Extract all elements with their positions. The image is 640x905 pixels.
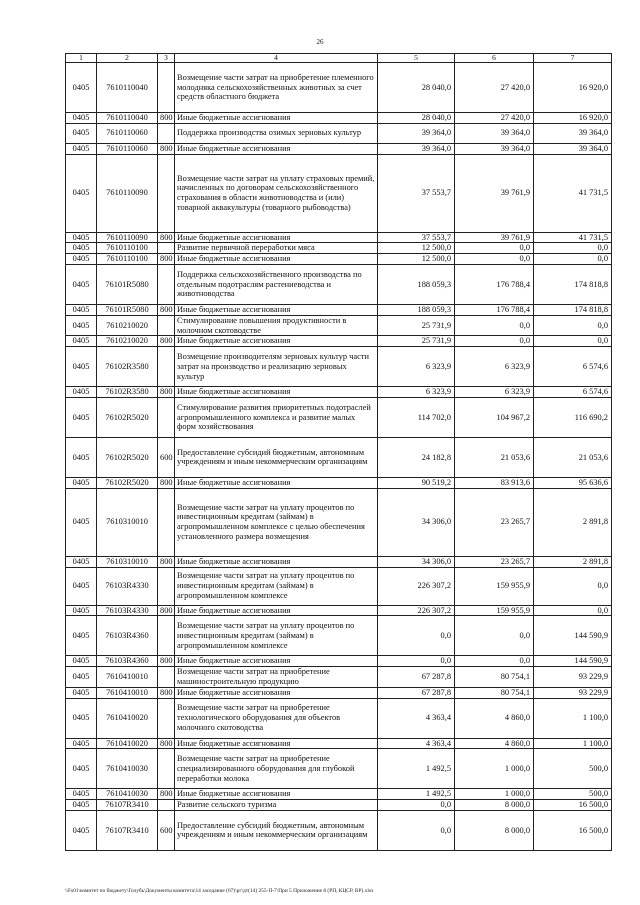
column-number: 4 [175, 54, 378, 63]
amount-year-3: 6 574,6 [534, 347, 612, 387]
table-row [66, 477, 612, 488]
target-article-code: 76102R5020 [97, 437, 158, 477]
section-code: 0405 [66, 567, 97, 605]
item-name: Иные бюджетные ассигнования [175, 113, 378, 124]
amount-year-1: 90 519,2 [378, 477, 455, 488]
expense-type-code [158, 154, 175, 232]
amount-year-1: 226 307,2 [378, 567, 455, 605]
amount-year-2: 0,0 [455, 616, 534, 656]
expense-type-code [158, 616, 175, 656]
file-path-footer: \\Fs01\комитет по бюджету\Голубь\Документы комитета\14 заседание (07)\рг\дт(14) 255-П-7\При 5 Приложение 8 (РП, КЦСР, ВР).xlsx [65, 888, 374, 894]
table-row [66, 254, 612, 265]
item-name: Возмещение части затрат на уплату процентов по инвестиционным кредитам (займам) в агропромышленном комплексе [175, 616, 378, 656]
section-code: 0405 [66, 698, 97, 738]
amount-year-2: 23 265,7 [455, 488, 534, 556]
amount-year-3: 95 636,6 [534, 477, 612, 488]
table-row [66, 304, 612, 315]
amount-year-3: 116 690,2 [534, 397, 612, 437]
target-article-code: 76101R5080 [97, 304, 158, 315]
item-name: Иные бюджетные ассигнования [175, 232, 378, 243]
amount-year-2: 0,0 [455, 336, 534, 347]
item-name: Возмещение части затрат на уплату процентов по инвестиционным кредитам (займам) в агропромышленном комплексе с целью обеспечения установленного размера возмещения [175, 488, 378, 556]
table-row [66, 556, 612, 567]
item-name: Поддержка производства озимых зерновых культур [175, 123, 378, 143]
section-code: 0405 [66, 63, 97, 113]
item-name: Предоставление субсидий бюджетным, автономным учреждениям и иным некоммерческим организациям [175, 437, 378, 477]
amount-year-2: 39 364,0 [455, 123, 534, 143]
amount-year-1: 39 364,0 [378, 123, 455, 143]
table-row [66, 698, 612, 738]
item-name: Иные бюджетные ассигнования [175, 387, 378, 398]
table-row [66, 336, 612, 347]
amount-year-3: 41 731,5 [534, 154, 612, 232]
table-row [66, 232, 612, 243]
amount-year-1: 24 182,8 [378, 437, 455, 477]
table-row [66, 687, 612, 698]
section-code: 0405 [66, 488, 97, 556]
table-row [66, 488, 612, 556]
amount-year-1: 4 363,4 [378, 698, 455, 738]
target-article-code: 7610110100 [97, 243, 158, 254]
amount-year-3: 0,0 [534, 336, 612, 347]
amount-year-2: 27 420,0 [455, 63, 534, 113]
amount-year-2: 8 000,0 [455, 800, 534, 811]
section-code: 0405 [66, 616, 97, 656]
item-name: Стимулирование повышения продуктивности в молочном скотоводстве [175, 315, 378, 336]
item-name: Возмещение производителям зерновых культур части затрат на производство и реализацию зерновых культур [175, 347, 378, 387]
expense-type-code: 600 [158, 810, 175, 850]
table-row [66, 154, 612, 232]
amount-year-1: 114 702,0 [378, 397, 455, 437]
item-name: Возмещение части затрат на приобретение племенного молодняка сельскохозяйственных животных за счет средств областного бюджета [175, 63, 378, 113]
amount-year-1: 12 500,0 [378, 254, 455, 265]
amount-year-2: 23 265,7 [455, 556, 534, 567]
amount-year-2: 0,0 [455, 243, 534, 254]
amount-year-3: 1 100,0 [534, 738, 612, 749]
amount-year-1: 1 492,5 [378, 789, 455, 800]
item-name: Поддержка сельскохозяйственного производства по отдельным подотраслям растениеводства и животноводства [175, 264, 378, 304]
section-code: 0405 [66, 264, 97, 304]
section-code: 0405 [66, 605, 97, 616]
amount-year-1: 25 731,9 [378, 336, 455, 347]
amount-year-2: 8 000,0 [455, 810, 534, 850]
section-code: 0405 [66, 789, 97, 800]
expense-type-code [158, 567, 175, 605]
amount-year-1: 1 492,5 [378, 749, 455, 789]
amount-year-2: 1 000,0 [455, 789, 534, 800]
expense-type-code: 800 [158, 232, 175, 243]
expense-type-code: 800 [158, 387, 175, 398]
amount-year-1: 28 040,0 [378, 63, 455, 113]
section-code: 0405 [66, 397, 97, 437]
amount-year-2: 6 323,9 [455, 347, 534, 387]
amount-year-3: 174 818,8 [534, 264, 612, 304]
amount-year-1: 25 731,9 [378, 315, 455, 336]
target-article-code: 76107R3410 [97, 810, 158, 850]
table-row [66, 749, 612, 789]
expense-type-code [158, 264, 175, 304]
section-code: 0405 [66, 143, 97, 154]
item-name: Иные бюджетные ассигнования [175, 656, 378, 667]
target-article-code: 7610410030 [97, 789, 158, 800]
table-row [66, 397, 612, 437]
amount-year-3: 39 364,0 [534, 143, 612, 154]
item-name: Возмещение части затрат на уплату страховых премий, начисленных по договорам сельскохозяйственного страхования в области животноводства и (или) товарной аквакультуры (товарного рыбоводства) [175, 154, 378, 232]
expense-type-code [158, 800, 175, 811]
item-name: Возмещение части затрат на приобретение специализированного оборудования для глубокой переработки молока [175, 749, 378, 789]
table-row [66, 123, 612, 143]
expense-type-code [158, 698, 175, 738]
amount-year-2: 4 860,0 [455, 698, 534, 738]
section-code: 0405 [66, 336, 97, 347]
expense-type-code: 800 [158, 738, 175, 749]
amount-year-2: 1 000,0 [455, 749, 534, 789]
amount-year-1: 226 307,2 [378, 605, 455, 616]
expense-type-code: 800 [158, 254, 175, 265]
expense-type-code: 600 [158, 437, 175, 477]
table-row [66, 567, 612, 605]
target-article-code: 76103R4360 [97, 616, 158, 656]
amount-year-3: 2 891,8 [534, 488, 612, 556]
expense-type-code [158, 488, 175, 556]
item-name: Иные бюджетные ассигнования [175, 687, 378, 698]
column-number: 3 [158, 54, 175, 63]
target-article-code: 7610410020 [97, 698, 158, 738]
budget-table [65, 53, 612, 851]
amount-year-2: 159 955,9 [455, 605, 534, 616]
amount-year-1: 39 364,0 [378, 143, 455, 154]
item-name: Иные бюджетные ассигнования [175, 477, 378, 488]
amount-year-1: 0,0 [378, 800, 455, 811]
amount-year-3: 0,0 [534, 567, 612, 605]
amount-year-3: 16 500,0 [534, 810, 612, 850]
expense-type-code: 800 [158, 789, 175, 800]
section-code: 0405 [66, 254, 97, 265]
amount-year-3: 0,0 [534, 243, 612, 254]
amount-year-3: 6 574,6 [534, 387, 612, 398]
table-row [66, 810, 612, 850]
expense-type-code [158, 63, 175, 113]
section-code: 0405 [66, 667, 97, 688]
section-code: 0405 [66, 232, 97, 243]
section-code: 0405 [66, 437, 97, 477]
amount-year-3: 16 920,0 [534, 113, 612, 124]
column-number: 1 [66, 54, 97, 63]
target-article-code: 76102R3580 [97, 347, 158, 387]
amount-year-3: 500,0 [534, 789, 612, 800]
expense-type-code [158, 123, 175, 143]
table-row [66, 437, 612, 477]
amount-year-1: 34 306,0 [378, 488, 455, 556]
amount-year-2: 39 761,9 [455, 232, 534, 243]
expense-type-code [158, 667, 175, 688]
amount-year-1: 37 553,7 [378, 154, 455, 232]
amount-year-1: 0,0 [378, 810, 455, 850]
amount-year-2: 39 761,9 [455, 154, 534, 232]
expense-type-code [158, 243, 175, 254]
item-name: Стимулирование развития приоритетных подотраслей агропромышленного комплекса и развитие малых форм хозяйствования [175, 397, 378, 437]
column-number: 2 [97, 54, 158, 63]
amount-year-2: 176 788,4 [455, 304, 534, 315]
amount-year-2: 0,0 [455, 254, 534, 265]
item-name: Иные бюджетные ассигнования [175, 304, 378, 315]
item-name: Предоставление субсидий бюджетным, автономным учреждениям и иным некоммерческим организациям [175, 810, 378, 850]
amount-year-3: 16 920,0 [534, 63, 612, 113]
table-row [66, 605, 612, 616]
item-name: Иные бюджетные ассигнования [175, 789, 378, 800]
amount-year-1: 0,0 [378, 616, 455, 656]
amount-year-1: 34 306,0 [378, 556, 455, 567]
table-row [66, 616, 612, 656]
expense-type-code [158, 397, 175, 437]
table-row [66, 387, 612, 398]
section-code: 0405 [66, 656, 97, 667]
amount-year-1: 6 323,9 [378, 387, 455, 398]
expense-type-code: 800 [158, 556, 175, 567]
table-row [66, 738, 612, 749]
target-article-code: 76103R4330 [97, 567, 158, 605]
section-code: 0405 [66, 738, 97, 749]
target-article-code: 76102R3580 [97, 387, 158, 398]
expense-type-code: 800 [158, 605, 175, 616]
item-name: Иные бюджетные ассигнования [175, 738, 378, 749]
amount-year-1: 0,0 [378, 656, 455, 667]
expense-type-code: 800 [158, 304, 175, 315]
amount-year-3: 1 100,0 [534, 698, 612, 738]
amount-year-3: 500,0 [534, 749, 612, 789]
target-article-code: 7610110060 [97, 123, 158, 143]
amount-year-2: 83 913,6 [455, 477, 534, 488]
amount-year-1: 67 287,8 [378, 687, 455, 698]
target-article-code: 76103R4360 [97, 656, 158, 667]
expense-type-code [158, 347, 175, 387]
amount-year-1: 12 500,0 [378, 243, 455, 254]
amount-year-2: 39 364,0 [455, 143, 534, 154]
table-row [66, 315, 612, 336]
item-name: Возмещение части затрат на приобретение машиностроительную продукцию [175, 667, 378, 688]
item-name: Возмещение части затрат на приобретение технологического оборудования для объектов молочного скотоводства [175, 698, 378, 738]
amount-year-2: 159 955,9 [455, 567, 534, 605]
table-row [66, 667, 612, 688]
amount-year-3: 39 364,0 [534, 123, 612, 143]
item-name: Иные бюджетные ассигнования [175, 336, 378, 347]
expense-type-code: 800 [158, 113, 175, 124]
target-article-code: 76102R5020 [97, 397, 158, 437]
column-number: 6 [455, 54, 534, 63]
table-row [66, 143, 612, 154]
target-article-code: 7610110040 [97, 63, 158, 113]
expense-type-code [158, 749, 175, 789]
amount-year-3: 93 229,9 [534, 687, 612, 698]
item-name: Развитие сельского туризма [175, 800, 378, 811]
target-article-code: 7610210020 [97, 336, 158, 347]
amount-year-3: 16 500,0 [534, 800, 612, 811]
amount-year-2: 6 323,9 [455, 387, 534, 398]
table-row [66, 113, 612, 124]
section-code: 0405 [66, 347, 97, 387]
amount-year-2: 176 788,4 [455, 264, 534, 304]
amount-year-3: 21 053,6 [534, 437, 612, 477]
expense-type-code: 800 [158, 143, 175, 154]
amount-year-3: 144 590,9 [534, 616, 612, 656]
table-row [66, 63, 612, 113]
item-name: Иные бюджетные ассигнования [175, 143, 378, 154]
target-article-code: 76107R3410 [97, 800, 158, 811]
section-code: 0405 [66, 387, 97, 398]
amount-year-2: 80 754,1 [455, 667, 534, 688]
item-name: Иные бюджетные ассигнования [175, 605, 378, 616]
section-code: 0405 [66, 477, 97, 488]
expense-type-code: 800 [158, 656, 175, 667]
section-code: 0405 [66, 243, 97, 254]
table-row [66, 789, 612, 800]
target-article-code: 7610110100 [97, 254, 158, 265]
column-number: 5 [378, 54, 455, 63]
expense-type-code: 800 [158, 687, 175, 698]
target-article-code: 7610110040 [97, 113, 158, 124]
target-article-code: 7610310010 [97, 556, 158, 567]
column-number-row [66, 54, 612, 63]
target-article-code: 7610110090 [97, 232, 158, 243]
section-code: 0405 [66, 123, 97, 143]
amount-year-1: 188 059,3 [378, 304, 455, 315]
amount-year-1: 6 323,9 [378, 347, 455, 387]
item-name: Развитие первичной переработки мяса [175, 243, 378, 254]
section-code: 0405 [66, 304, 97, 315]
table-row [66, 800, 612, 811]
target-article-code: 76103R4330 [97, 605, 158, 616]
amount-year-1: 4 363,4 [378, 738, 455, 749]
table-row [66, 243, 612, 254]
target-article-code: 7610410010 [97, 687, 158, 698]
target-article-code: 76102R5020 [97, 477, 158, 488]
amount-year-1: 67 287,8 [378, 667, 455, 688]
table-row [66, 656, 612, 667]
amount-year-2: 27 420,0 [455, 113, 534, 124]
amount-year-3: 144 590,9 [534, 656, 612, 667]
page-number: 26 [316, 38, 324, 46]
amount-year-3: 2 891,8 [534, 556, 612, 567]
item-name: Иные бюджетные ассигнования [175, 254, 378, 265]
amount-year-2: 80 754,1 [455, 687, 534, 698]
item-name: Возмещение части затрат на уплату процентов по инвестиционным кредитам (займам) в агропромышленном комплексе [175, 567, 378, 605]
section-code: 0405 [66, 315, 97, 336]
amount-year-2: 21 053,6 [455, 437, 534, 477]
item-name: Иные бюджетные ассигнования [175, 556, 378, 567]
expense-type-code: 800 [158, 336, 175, 347]
section-code: 0405 [66, 113, 97, 124]
target-article-code: 7610310010 [97, 488, 158, 556]
target-article-code: 76101R5080 [97, 264, 158, 304]
section-code: 0405 [66, 800, 97, 811]
expense-type-code: 800 [158, 477, 175, 488]
amount-year-3: 93 229,9 [534, 667, 612, 688]
target-article-code: 7610110090 [97, 154, 158, 232]
section-code: 0405 [66, 749, 97, 789]
target-article-code: 7610110060 [97, 143, 158, 154]
section-code: 0405 [66, 154, 97, 232]
expense-type-code [158, 315, 175, 336]
amount-year-3: 41 731,5 [534, 232, 612, 243]
target-article-code: 7610410020 [97, 738, 158, 749]
amount-year-1: 28 040,0 [378, 113, 455, 124]
amount-year-3: 0,0 [534, 254, 612, 265]
amount-year-3: 0,0 [534, 315, 612, 336]
amount-year-2: 0,0 [455, 656, 534, 667]
column-number: 7 [534, 54, 612, 63]
table-row [66, 347, 612, 387]
table-row [66, 264, 612, 304]
amount-year-2: 4 860,0 [455, 738, 534, 749]
amount-year-3: 174 818,8 [534, 304, 612, 315]
target-article-code: 7610210020 [97, 315, 158, 336]
section-code: 0405 [66, 556, 97, 567]
amount-year-3: 0,0 [534, 605, 612, 616]
amount-year-2: 0,0 [455, 315, 534, 336]
amount-year-1: 188 059,3 [378, 264, 455, 304]
amount-year-1: 37 553,7 [378, 232, 455, 243]
amount-year-2: 104 967,2 [455, 397, 534, 437]
section-code: 0405 [66, 687, 97, 698]
section-code: 0405 [66, 810, 97, 850]
target-article-code: 7610410010 [97, 667, 158, 688]
target-article-code: 7610410030 [97, 749, 158, 789]
